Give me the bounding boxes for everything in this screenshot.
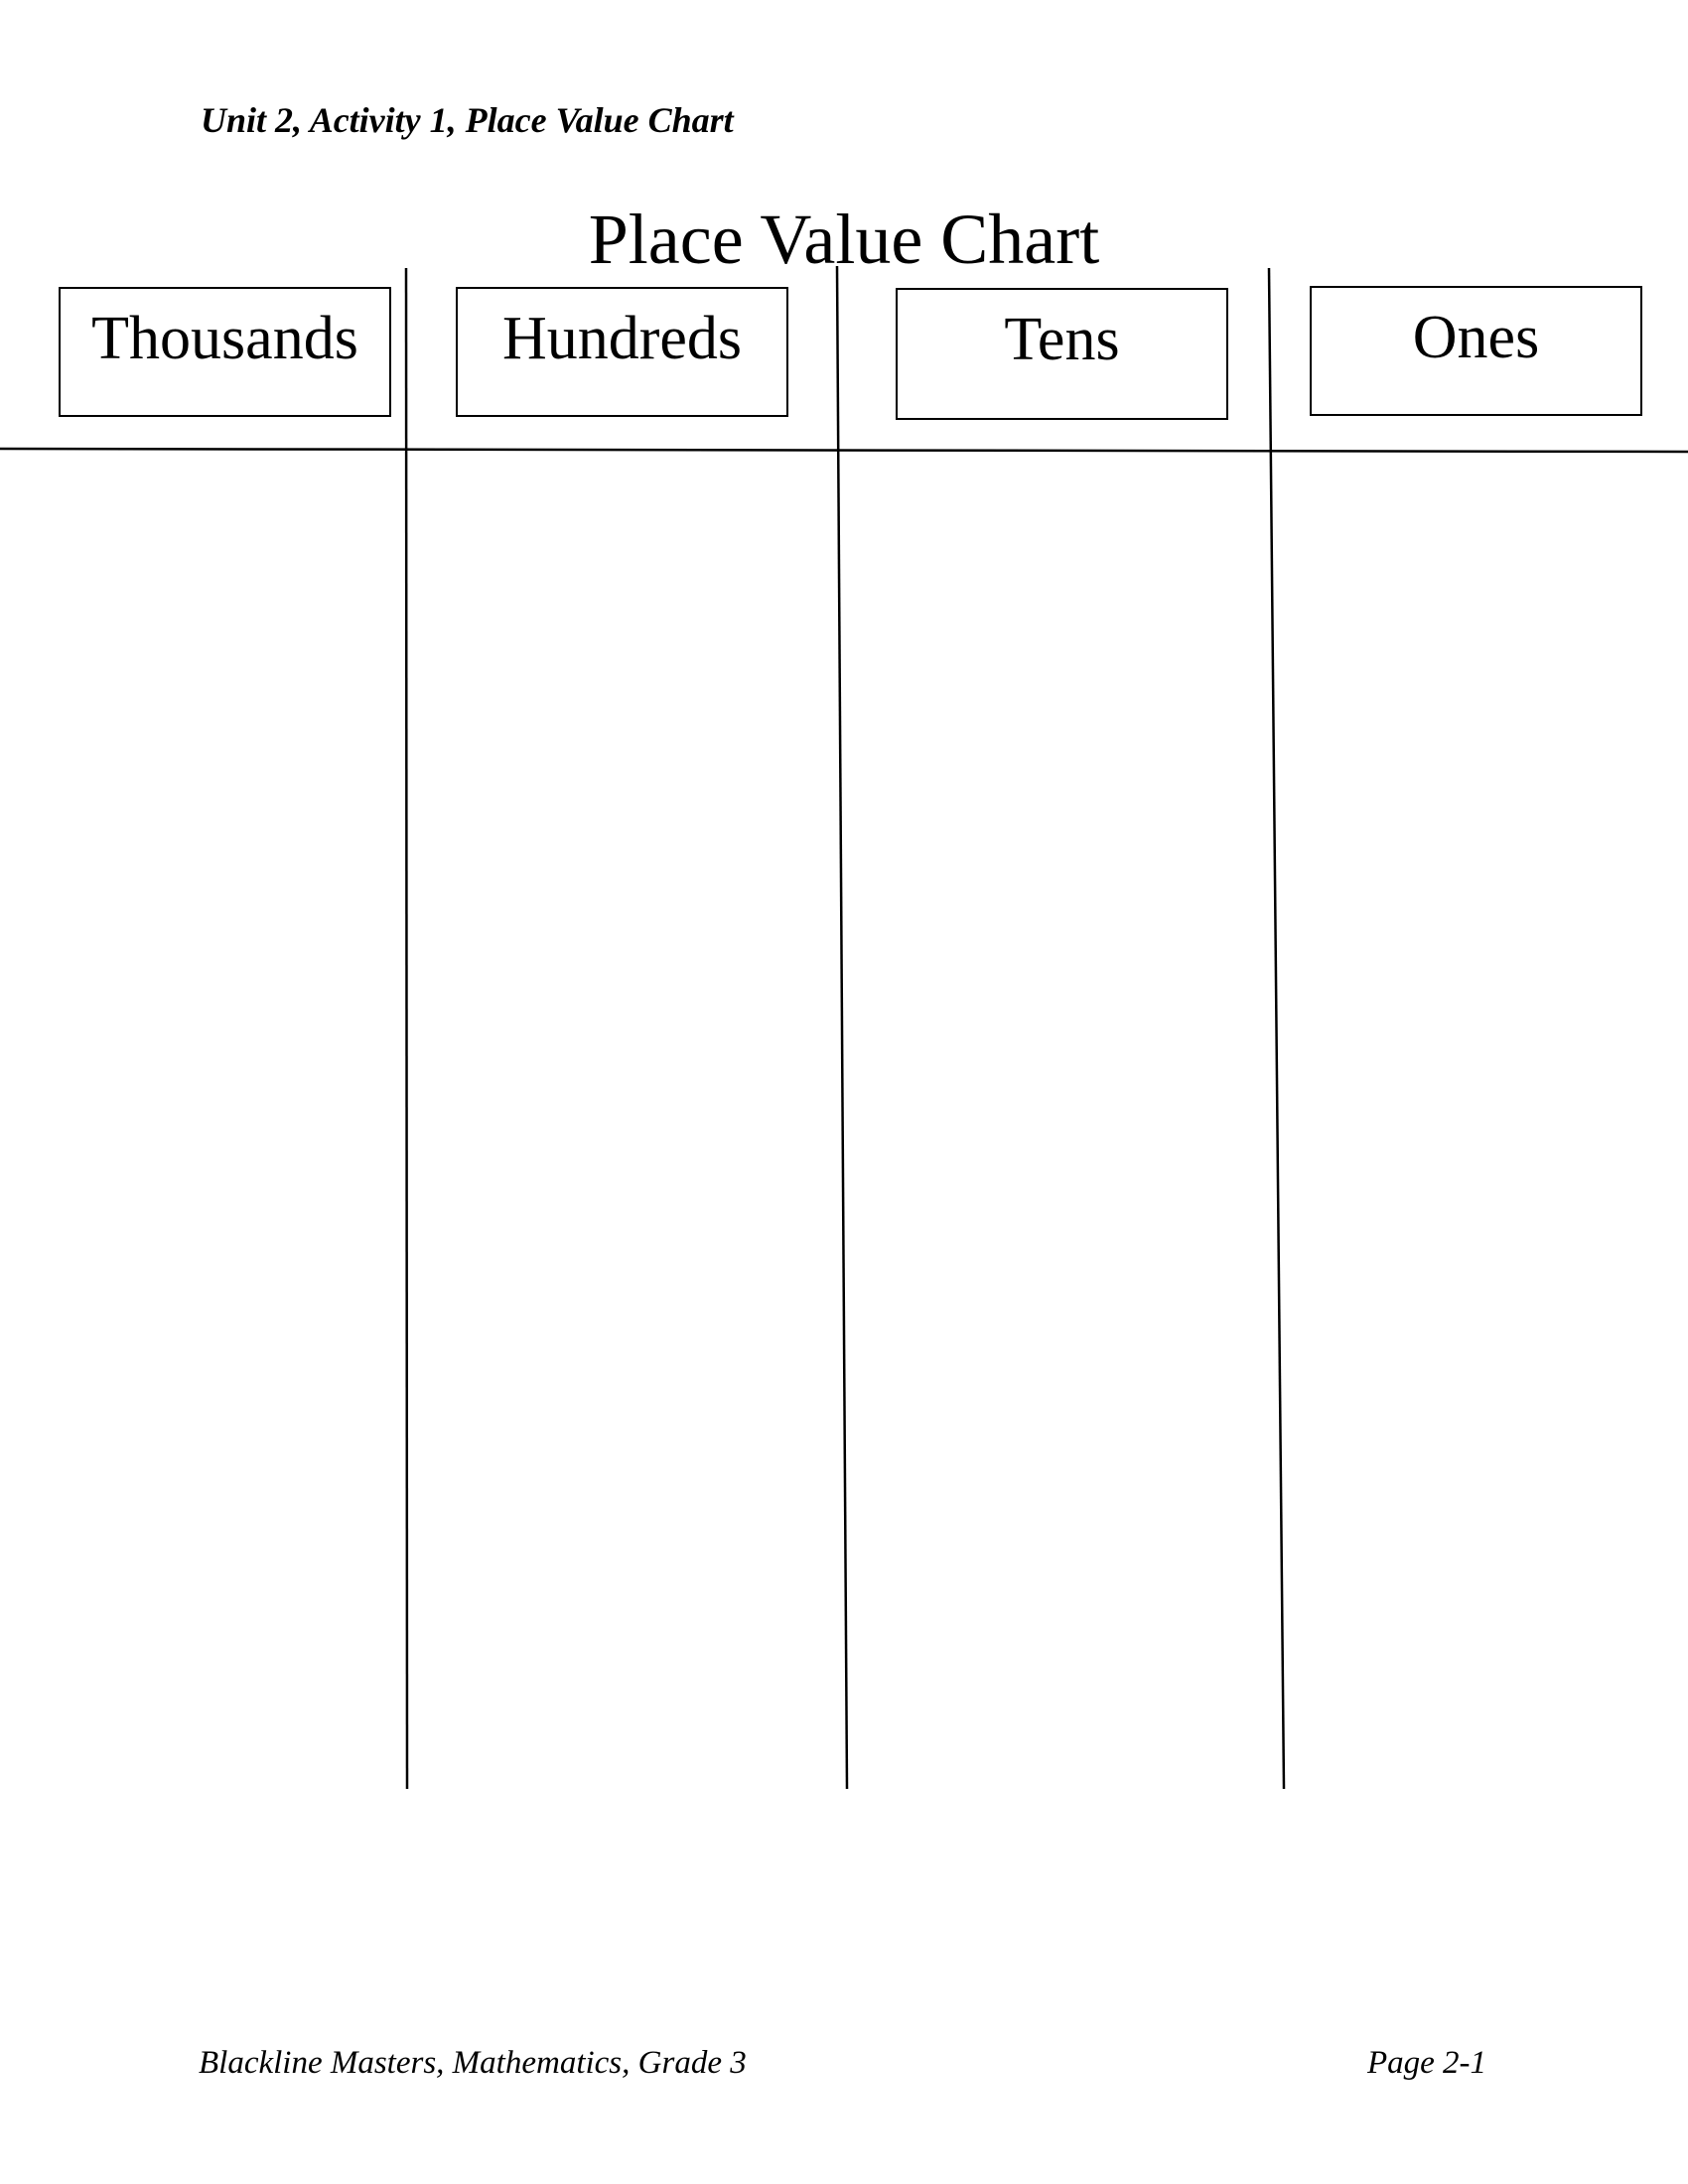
column-header-label: Tens [1004,306,1120,373]
header-rule [0,449,1688,452]
page-title: Place Value Chart [588,200,1100,279]
activity-label: Unit 2, Activity 1, Place Value Chart [201,100,734,140]
column-divider-3 [1269,268,1284,1789]
column-header-label: Thousands [91,305,358,372]
column-header-ones [1310,286,1642,416]
footer-source: Blackline Masters, Mathematics, Grade 3 [199,2045,747,2081]
column-header-label: Hundreds [501,305,743,372]
column-header-hundreds [456,287,788,417]
footer-page-number: Page 2-1 [1367,2045,1487,2081]
column-divider-2 [837,266,847,1789]
column-divider-1 [406,268,407,1789]
column-header-thousands [59,287,391,417]
column-header-tens [896,288,1228,420]
column-header-label: Ones [1412,304,1540,371]
